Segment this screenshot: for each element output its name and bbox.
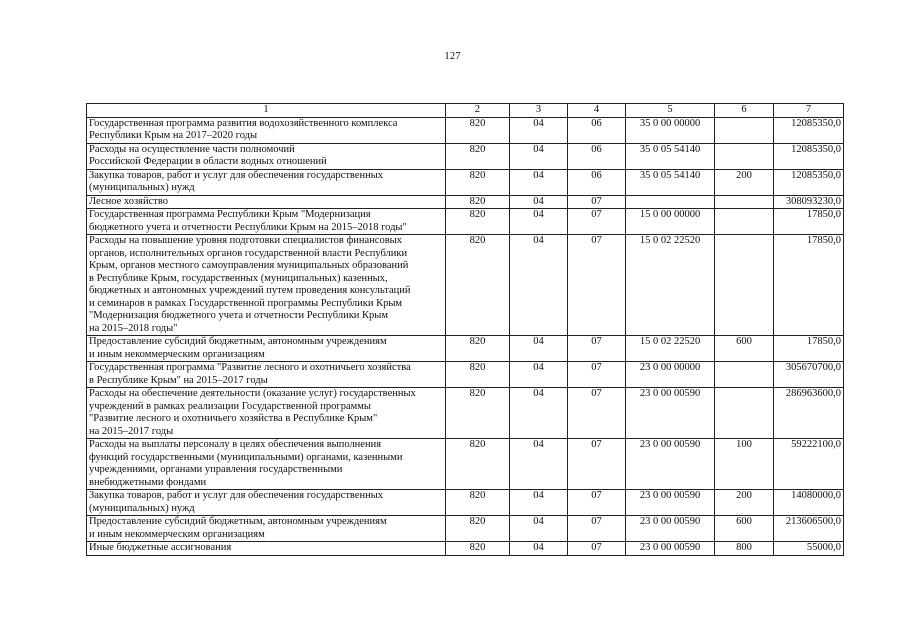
- cell-expense-type: 200: [715, 490, 774, 516]
- cell-amount: 17850,0: [774, 209, 844, 235]
- cell-section: 04: [510, 362, 568, 388]
- cell-admin-code: 820: [446, 388, 510, 439]
- row-name: [87, 169, 446, 195]
- cell-expense-type: 100: [715, 439, 774, 490]
- cell-admin-code: 820: [446, 336, 510, 362]
- cell-subsection: 07: [568, 439, 626, 490]
- cell-target-article: 23 0 00 00590: [626, 388, 715, 439]
- table-body: [87, 117, 844, 555]
- table-row: [87, 169, 844, 195]
- row-name: [87, 117, 446, 143]
- cell-subsection: 06: [568, 117, 626, 143]
- cell-target-article: [626, 195, 715, 209]
- row-name-line: Расходы на выплаты персоналу в целях обеспечения выполнения: [89, 439, 382, 450]
- table-row: [87, 117, 844, 143]
- cell-admin-code: 820: [446, 516, 510, 542]
- table-row: [87, 235, 844, 336]
- cell-subsection: 07: [568, 388, 626, 439]
- table-row: [87, 143, 844, 169]
- cell-subsection: 07: [568, 209, 626, 235]
- cell-section: 04: [510, 516, 568, 542]
- row-name-line: органов, исполнительных органов государственной власти Республики: [89, 247, 408, 259]
- table-row: [87, 195, 844, 209]
- row-name-line: Закупка товаров, работ и услуг для обеспечения государственных: [89, 490, 384, 501]
- cell-amount: 12085350,0: [774, 169, 844, 195]
- cell-target-article: 15 0 02 22520: [626, 235, 715, 336]
- cell-section: 04: [510, 439, 568, 490]
- row-name-line: "Модернизация бюджетного учета и отчетности Республики Крым: [89, 310, 388, 321]
- row-name-line: (муниципальных) нужд: [89, 182, 195, 193]
- cell-expense-type: [715, 143, 774, 169]
- table-row: [87, 439, 844, 490]
- column-header-7: 7: [774, 104, 844, 118]
- row-name: [87, 235, 446, 336]
- cell-subsection: 06: [568, 169, 626, 195]
- row-name-line: и иным некоммерческим организациям: [89, 528, 265, 540]
- row-name-line: учреждений в рамках реализации Государственной программы: [89, 400, 371, 412]
- column-header-2: 2: [446, 104, 510, 118]
- row-name: [87, 209, 446, 235]
- cell-target-article: 35 0 05 54140: [626, 143, 715, 169]
- cell-admin-code: 820: [446, 209, 510, 235]
- cell-amount: 308093230,0: [774, 195, 844, 209]
- row-name-line: бюджетного учета и отчетности Республики Крым на 2015–2018 годы": [89, 221, 407, 233]
- cell-target-article: 15 0 02 22520: [626, 336, 715, 362]
- cell-subsection: 07: [568, 362, 626, 388]
- row-name-line: на 2015–2017 годы: [89, 425, 174, 437]
- row-name-line: Закупка товаров, работ и услуг для обеспечения государственных: [89, 169, 384, 181]
- header-row: [87, 104, 844, 118]
- row-name: [87, 195, 446, 209]
- row-name: [87, 542, 446, 556]
- row-name: [87, 143, 446, 169]
- cell-expense-type: [715, 209, 774, 235]
- cell-expense-type: [715, 362, 774, 388]
- cell-subsection: 07: [568, 235, 626, 336]
- budget-table: [86, 103, 844, 556]
- column-header-3: 3: [510, 104, 568, 118]
- row-name-line: внебюджетными фондами: [89, 476, 207, 488]
- cell-section: 04: [510, 195, 568, 209]
- row-name-line: Расходы на повышение уровня подготовки специалистов финансовых: [89, 235, 402, 246]
- row-name-line: Иные бюджетные ассигнования: [89, 542, 232, 553]
- cell-amount: 59222100,0: [774, 439, 844, 490]
- cell-section: 04: [510, 542, 568, 556]
- row-name-line: Расходы на осуществление части полномочий: [89, 143, 295, 155]
- cell-section: 04: [510, 169, 568, 195]
- cell-expense-type: 800: [715, 542, 774, 556]
- row-name-line: Государственная программа Республики Крым "Модернизация: [89, 209, 371, 220]
- cell-admin-code: 820: [446, 235, 510, 336]
- cell-amount: 12085350,0: [774, 143, 844, 169]
- row-name-line: учреждениями, органами управления государственными: [89, 464, 343, 475]
- cell-expense-type: 600: [715, 336, 774, 362]
- row-name-line: Республики Крым на 2017–2020 годы: [89, 130, 258, 141]
- table-row: [87, 490, 844, 516]
- cell-subsection: 07: [568, 490, 626, 516]
- cell-admin-code: 820: [446, 117, 510, 143]
- cell-target-article: 23 0 00 00590: [626, 516, 715, 542]
- cell-admin-code: 820: [446, 542, 510, 556]
- row-name-line: в Республике Крым" на 2015–2017 годы: [89, 374, 268, 386]
- row-name-line: Расходы на обеспечение деятельности (оказание услуг) государственных: [89, 388, 416, 399]
- cell-admin-code: 820: [446, 169, 510, 195]
- cell-section: 04: [510, 209, 568, 235]
- row-name-line: на 2015–2018 годы": [89, 322, 178, 334]
- table-row: [87, 336, 844, 362]
- cell-amount: 213606500,0: [774, 516, 844, 542]
- cell-expense-type: [715, 195, 774, 209]
- cell-section: 04: [510, 117, 568, 143]
- row-name-line: (муниципальных) нужд: [89, 502, 195, 514]
- row-name: [87, 362, 446, 388]
- row-name-line: Предоставление субсидий бюджетным, автономным учреждениям: [89, 516, 387, 527]
- cell-amount: 14080000,0: [774, 490, 844, 516]
- cell-expense-type: [715, 235, 774, 336]
- row-name-line: Государственная программа "Развитие лесного и охотничьего хозяйства: [89, 362, 411, 373]
- row-name: [87, 439, 446, 490]
- table-row: [87, 388, 844, 439]
- cell-amount: 286963600,0: [774, 388, 844, 439]
- cell-amount: 55000,0: [774, 542, 844, 556]
- row-name: [87, 336, 446, 362]
- cell-section: 04: [510, 490, 568, 516]
- table-row: [87, 209, 844, 235]
- cell-amount: 17850,0: [774, 235, 844, 336]
- row-name-line: "Развитие лесного и охотничьего хозяйства в Республике Крым": [89, 413, 378, 424]
- cell-target-article: 15 0 00 00000: [626, 209, 715, 235]
- cell-target-article: 23 0 00 00000: [626, 362, 715, 388]
- column-header-4: 4: [568, 104, 626, 118]
- cell-expense-type: 600: [715, 516, 774, 542]
- cell-expense-type: [715, 388, 774, 439]
- cell-expense-type: [715, 117, 774, 143]
- row-name-line: бюджетных и автономных учреждений путем проведения консультаций: [89, 285, 411, 296]
- column-header-1: 1: [87, 104, 446, 118]
- cell-subsection: 07: [568, 195, 626, 209]
- cell-admin-code: 820: [446, 362, 510, 388]
- cell-admin-code: 820: [446, 439, 510, 490]
- table-row: [87, 542, 844, 556]
- cell-subsection: 07: [568, 336, 626, 362]
- column-header-5: 5: [626, 104, 715, 118]
- table-row: [87, 516, 844, 542]
- cell-admin-code: 820: [446, 195, 510, 209]
- table-row: [87, 362, 844, 388]
- row-name: [87, 516, 446, 542]
- row-name-line: Предоставление субсидий бюджетным, автономным учреждениям: [89, 336, 387, 347]
- cell-expense-type: 200: [715, 169, 774, 195]
- cell-target-article: 35 0 05 54140: [626, 169, 715, 195]
- cell-admin-code: 820: [446, 143, 510, 169]
- cell-admin-code: 820: [446, 490, 510, 516]
- page-number: 127: [444, 50, 461, 62]
- row-name: [87, 490, 446, 516]
- cell-subsection: 07: [568, 542, 626, 556]
- row-name-line: Государственная программа развития водохозяйственного комплекса: [89, 117, 398, 129]
- cell-section: 04: [510, 336, 568, 362]
- cell-subsection: 06: [568, 143, 626, 169]
- cell-section: 04: [510, 143, 568, 169]
- row-name-line: и иным некоммерческим организациям: [89, 348, 265, 360]
- cell-amount: 12085350,0: [774, 117, 844, 143]
- cell-amount: 17850,0: [774, 336, 844, 362]
- cell-target-article: 23 0 00 00590: [626, 542, 715, 556]
- cell-target-article: 23 0 00 00590: [626, 439, 715, 490]
- cell-target-article: 35 0 00 00000: [626, 117, 715, 143]
- cell-section: 04: [510, 388, 568, 439]
- cell-target-article: 23 0 00 00590: [626, 490, 715, 516]
- cell-section: 04: [510, 235, 568, 336]
- row-name-line: и семинаров в рамках Государственной программы Республики Крым: [89, 297, 403, 309]
- cell-subsection: 07: [568, 516, 626, 542]
- row-name-line: Лесное хозяйство: [89, 195, 168, 207]
- row-name-line: Крым, органов местного самоуправления муниципальных образований: [89, 260, 409, 271]
- row-name-line: в Республике Крым, государственных (муниципальных) казенных,: [89, 272, 388, 284]
- row-name: [87, 388, 446, 439]
- row-name-line: функций государственными (муниципальными) органами, казенными: [89, 451, 403, 463]
- cell-amount: 305670700,0: [774, 362, 844, 388]
- row-name-line: Российской Федерации в области водных отношений: [89, 156, 327, 167]
- column-header-6: 6: [715, 104, 774, 118]
